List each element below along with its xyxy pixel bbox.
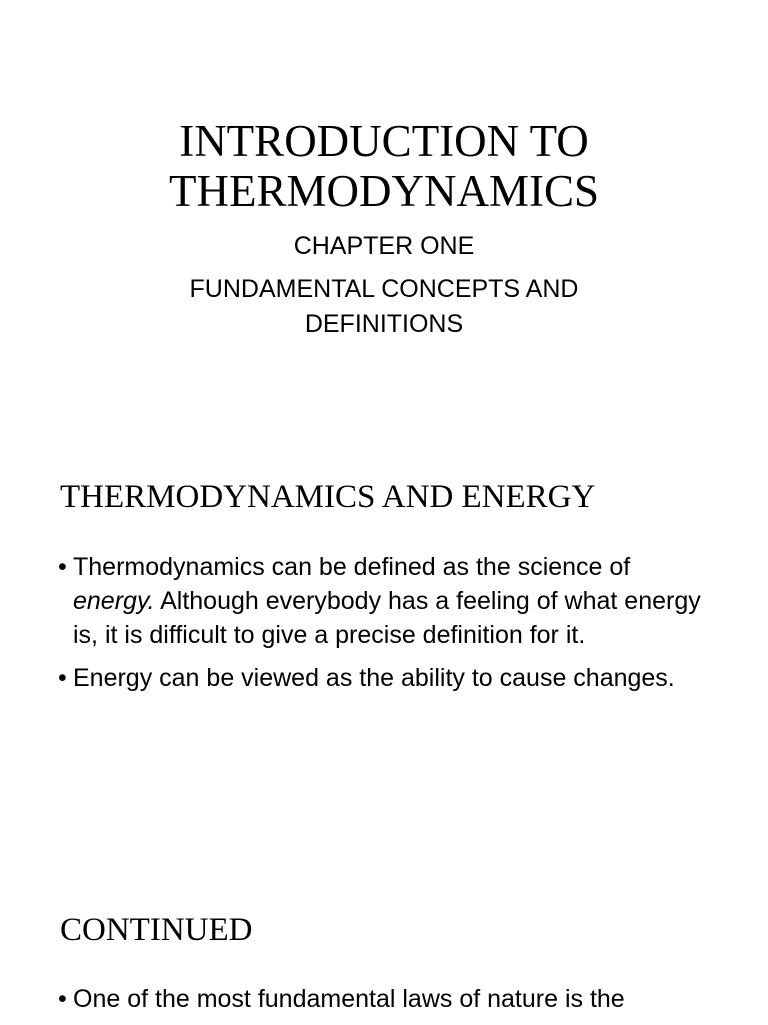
chapter-subtitle-line-1: FUNDAMENTAL CONCEPTS AND	[189, 275, 579, 303]
title-slide	[0, 0, 768, 420]
chapter-subtitle-line-2: DEFINITIONS	[304, 310, 464, 338]
presentation-title	[0, 116, 768, 216]
bullet-list	[58, 982, 708, 1025]
bullet-text: Energy can be viewed as the ability to cause changes.	[73, 664, 675, 692]
content-slide-continued	[0, 880, 768, 1024]
list-item	[58, 982, 708, 1016]
bullet-list	[58, 550, 708, 704]
bullet-text-end: Although everybody has a feeling of what energy is, it is difficult to give a precise definition for it.	[73, 587, 701, 649]
title-line-2: THERMODYNAMICS	[168, 166, 600, 216]
bullet-icon: •	[58, 553, 67, 581]
bullet-text: One of the most fundamental laws of nature is the	[73, 985, 625, 1013]
slide-heading: THERMODYNAMICS AND ENERGY	[60, 479, 596, 515]
bullet-icon: •	[58, 985, 67, 1013]
bullet-text-start: Thermodynamics can be defined as the science of	[73, 553, 631, 581]
list-item	[58, 661, 708, 695]
bullet-text-emphasis: energy.	[73, 587, 155, 615]
bullet-icon: •	[58, 664, 67, 692]
chapter-label: CHAPTER ONE	[293, 232, 475, 260]
content-slide-thermodynamics-energy	[0, 440, 768, 880]
title-line-1: INTRODUCTION TO	[179, 116, 589, 166]
chapter-subtitle	[0, 272, 768, 342]
list-item	[58, 550, 708, 652]
slide-heading: CONTINUED	[60, 912, 253, 948]
